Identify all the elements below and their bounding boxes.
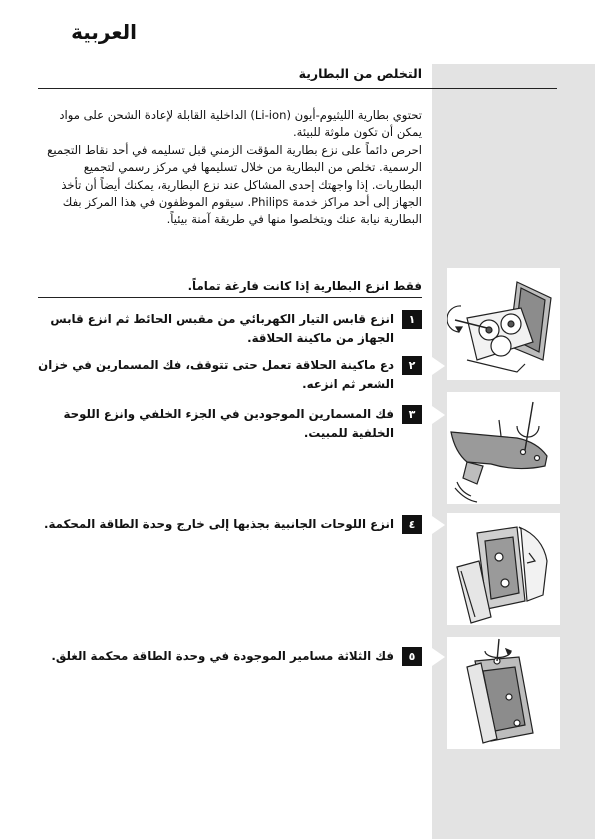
- sealed-unit-screws-icon: [447, 637, 560, 749]
- section-title: التخلص من البطارية: [298, 66, 422, 81]
- step-text: انزع قابس التيار الكهربائي من مقبس الحائط ثم انزع قابس الجهاز من ماكينة الحلاقة.: [50, 312, 394, 345]
- shaver-back-screw-icon: [447, 392, 560, 504]
- step-2: [38, 356, 422, 394]
- step-1: [38, 310, 422, 348]
- step-number: ٢: [402, 356, 422, 375]
- step-number: ٥: [402, 647, 422, 666]
- step-pointer: [432, 406, 445, 424]
- step-text: انزع اللوحات الجانبية بجذبها إلى خارج وحدة الطاقة المحكمة.: [43, 517, 394, 531]
- warning-text: فقط انزع البطارية إذا كانت فارغة تماماً.: [187, 279, 422, 293]
- step-text: فك الثلاثة مسامير الموجودة في وحدة الطاقة محكمة الغلق.: [51, 649, 394, 663]
- warning-rule: [38, 297, 422, 298]
- step-pointer: [432, 516, 445, 534]
- step-4: [38, 515, 422, 534]
- intro-text: [38, 107, 422, 229]
- step-number: ٣: [402, 405, 422, 424]
- language-title: العربية: [71, 20, 137, 44]
- intro-paragraph-2: احرص دائماً على نزع بطارية المؤقت الزمني قبل تسليمه في أحد نقاط التجميع الرسمية. تخلص من البطارية من خلال تسليمها في مركز رسمي لتجميع البطاريات. إذا واجهتك إحدى المشاكل عند نزع البطارية، يمكنك أيضاً أن تأخذ الجهاز إلى أحد مراكز خدمة Philips. سيقوم الموظفون في هذا المركز بفك البطارية نيابة عنك ويتخلصوا منها في طريقة آمنة بيئياً.: [47, 142, 422, 227]
- step-pointer: [432, 357, 445, 375]
- shaver-head-unscrew-icon: [447, 268, 560, 380]
- side-panels-removal-icon: [447, 513, 560, 625]
- step-number: ٤: [402, 515, 422, 534]
- section-rule: [38, 88, 557, 89]
- step-text: فك المسمارين الموجودين في الجزء الخلفي وانزع اللوحة الخلفية للمبيت.: [63, 407, 394, 440]
- step-pointer: [432, 648, 445, 666]
- step-5: [38, 647, 422, 666]
- intro-paragraph-1: تحتوي بطارية الليثيوم-أيون (Li-ion) الداخلية القابلة لإعادة الشحن على مواد يمكن أن تكون ملوثة للبيئة.: [59, 108, 422, 140]
- step-number: ١: [402, 310, 422, 329]
- step-text: دع ماكينة الحلاقة تعمل حتى تتوقف، فك المسمارين في خزان الشعر ثم انزعه.: [38, 358, 394, 391]
- step-3: [38, 405, 422, 443]
